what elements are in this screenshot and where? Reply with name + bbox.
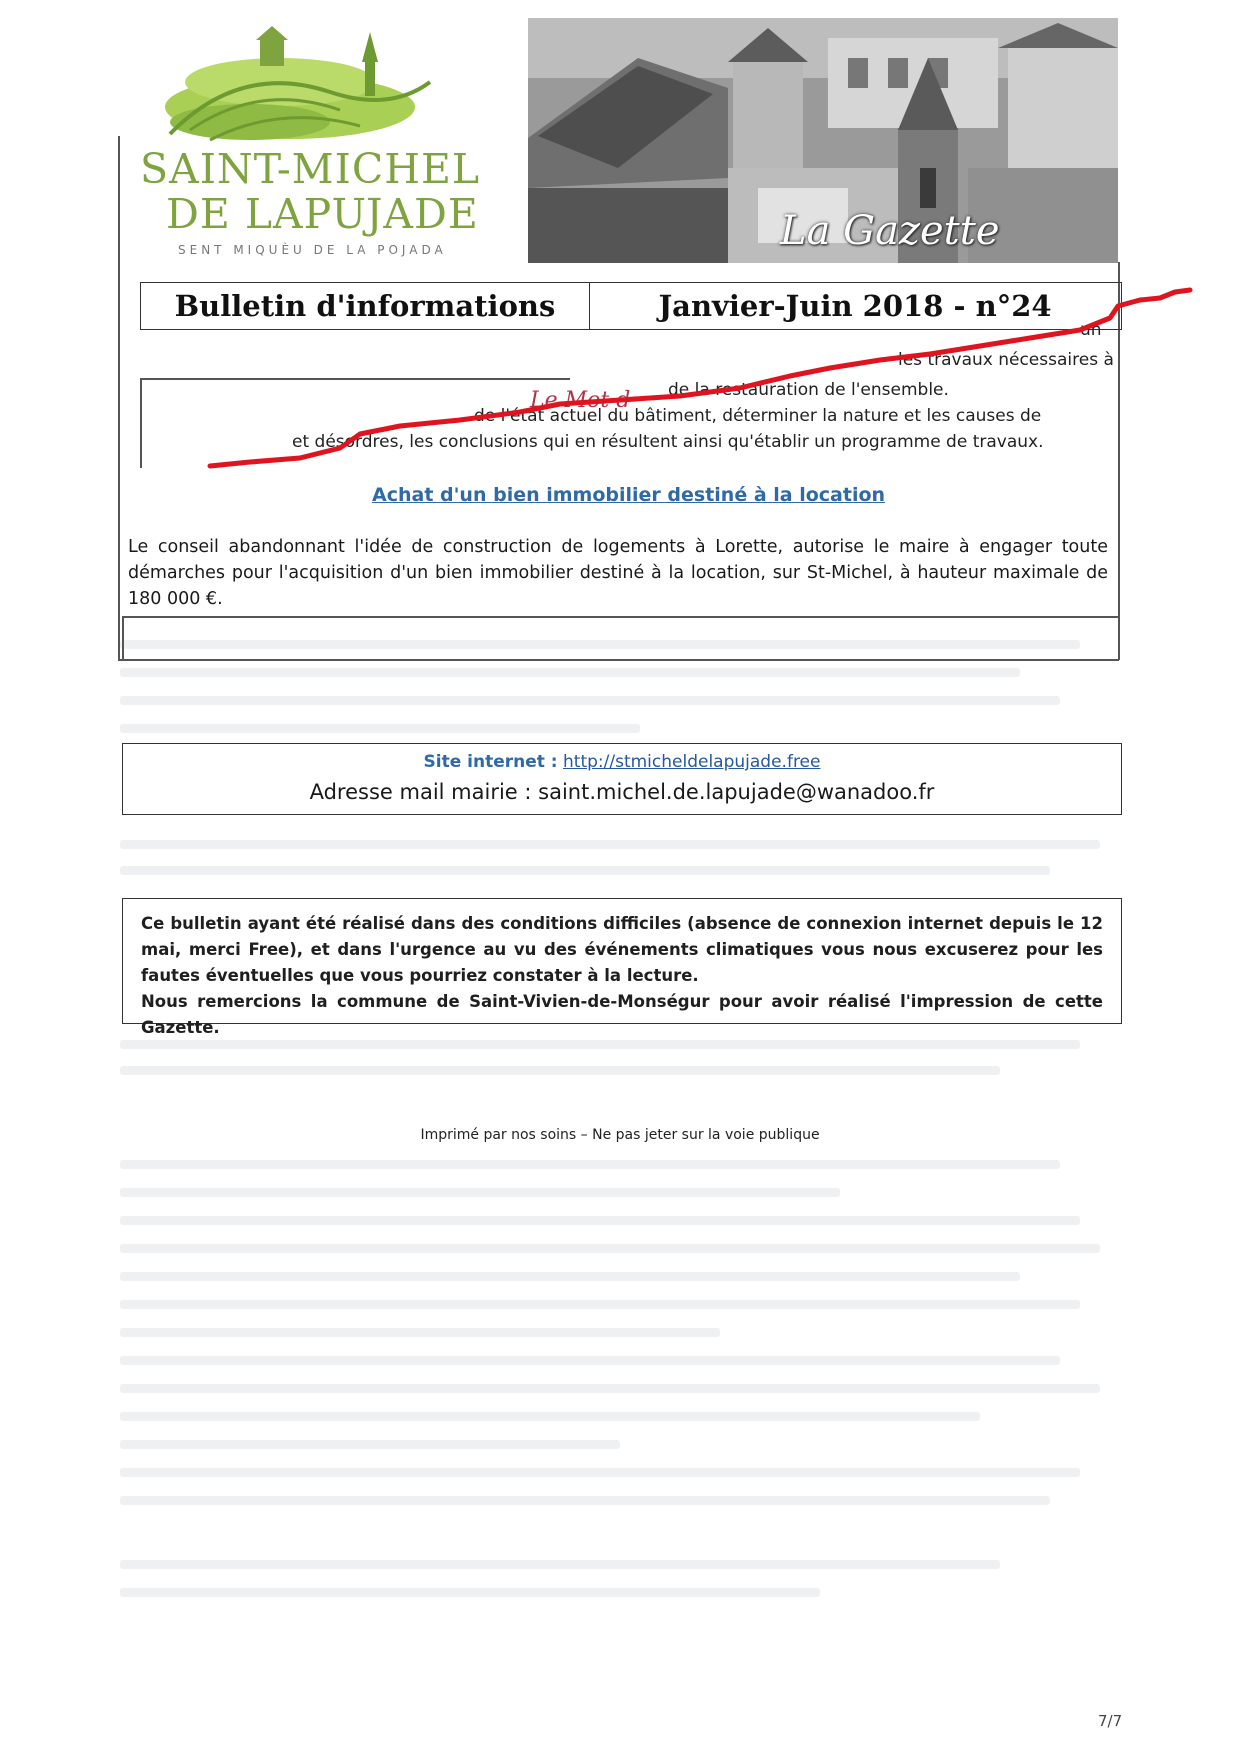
frame-left-line (118, 136, 120, 660)
town-name-line1: SAINT-MICHEL (140, 145, 481, 193)
covered-line-2: de la restauration de l'ensemble. (668, 380, 949, 400)
site-link[interactable]: http://stmicheldelapujade.free (563, 752, 821, 772)
section-body: Le conseil abandonnant l'idée de construction de logements à Lorette, autorise le maire à engager toute démarches pour l'acquisition d'un bien immobilier destiné à la location, sur St-Michel, à hauteur maximale de 180 000 €. (128, 537, 1108, 609)
covered-heading-fragment: Le Mot d (530, 388, 631, 413)
mail-label: Adresse mail mairie : (309, 780, 532, 804)
covered-line-4: et désordres, les conclusions qui en résultent ainsi qu'établir un programme de travaux. (292, 432, 1044, 452)
covered-line-3: de l'état actuel du bâtiment, déterminer la nature et les causes de (474, 406, 1042, 426)
town-name-occitan: SENT MIQUÈU DE LA POJADA (178, 243, 447, 257)
frame-bottom-line (118, 659, 1119, 661)
contact-box (122, 743, 1122, 815)
notice-box (122, 898, 1122, 1037)
section-title: Achat d'un bien immobilier destiné à la location (372, 484, 886, 506)
site-label: Site internet : (423, 752, 558, 772)
covered-line-1: les travaux nécessaires à (898, 350, 1114, 370)
section-divider (122, 616, 1119, 618)
notice-paragraph-1: Ce bulletin ayant été réalisé dans des conditions difficiles (absence de connexion internet depuis le 12 mai, merci Free), et dans l'urgence au vu des événements climatiques vous nous excuserez pour les fautes éventuelles que vous pourriez constater à la lecture. (141, 914, 1103, 985)
bulletin-issue: Janvier-Juin 2018 - n°24 (658, 289, 1052, 323)
mail-address[interactable]: saint.michel.de.lapujade@wanadoo.fr (538, 780, 935, 804)
gazette-title: La Gazette (780, 208, 1000, 254)
covered-fragment-end: un (1080, 320, 1102, 340)
notice-paragraph-2: Nous remercions la commune de Saint-Vivien-de-Monségur pour avoir réalisé l'impression de cette Gazette. (141, 992, 1103, 1037)
bulletin-header (140, 282, 1122, 330)
inner-box-top (140, 378, 570, 380)
notice-text (141, 911, 1103, 1041)
section-divider-left (122, 616, 124, 660)
town-name-line2: DE LAPUJADE (166, 190, 479, 238)
inner-box-left (140, 378, 142, 468)
bulletin-title: Bulletin d'informations (141, 283, 590, 329)
page-number: 7/7 (1098, 1712, 1123, 1730)
footer-note: Imprimé par nos soins – Ne pas jeter sur la voie publique (420, 1127, 820, 1143)
site-line (123, 752, 1121, 772)
mail-line (123, 780, 1121, 804)
